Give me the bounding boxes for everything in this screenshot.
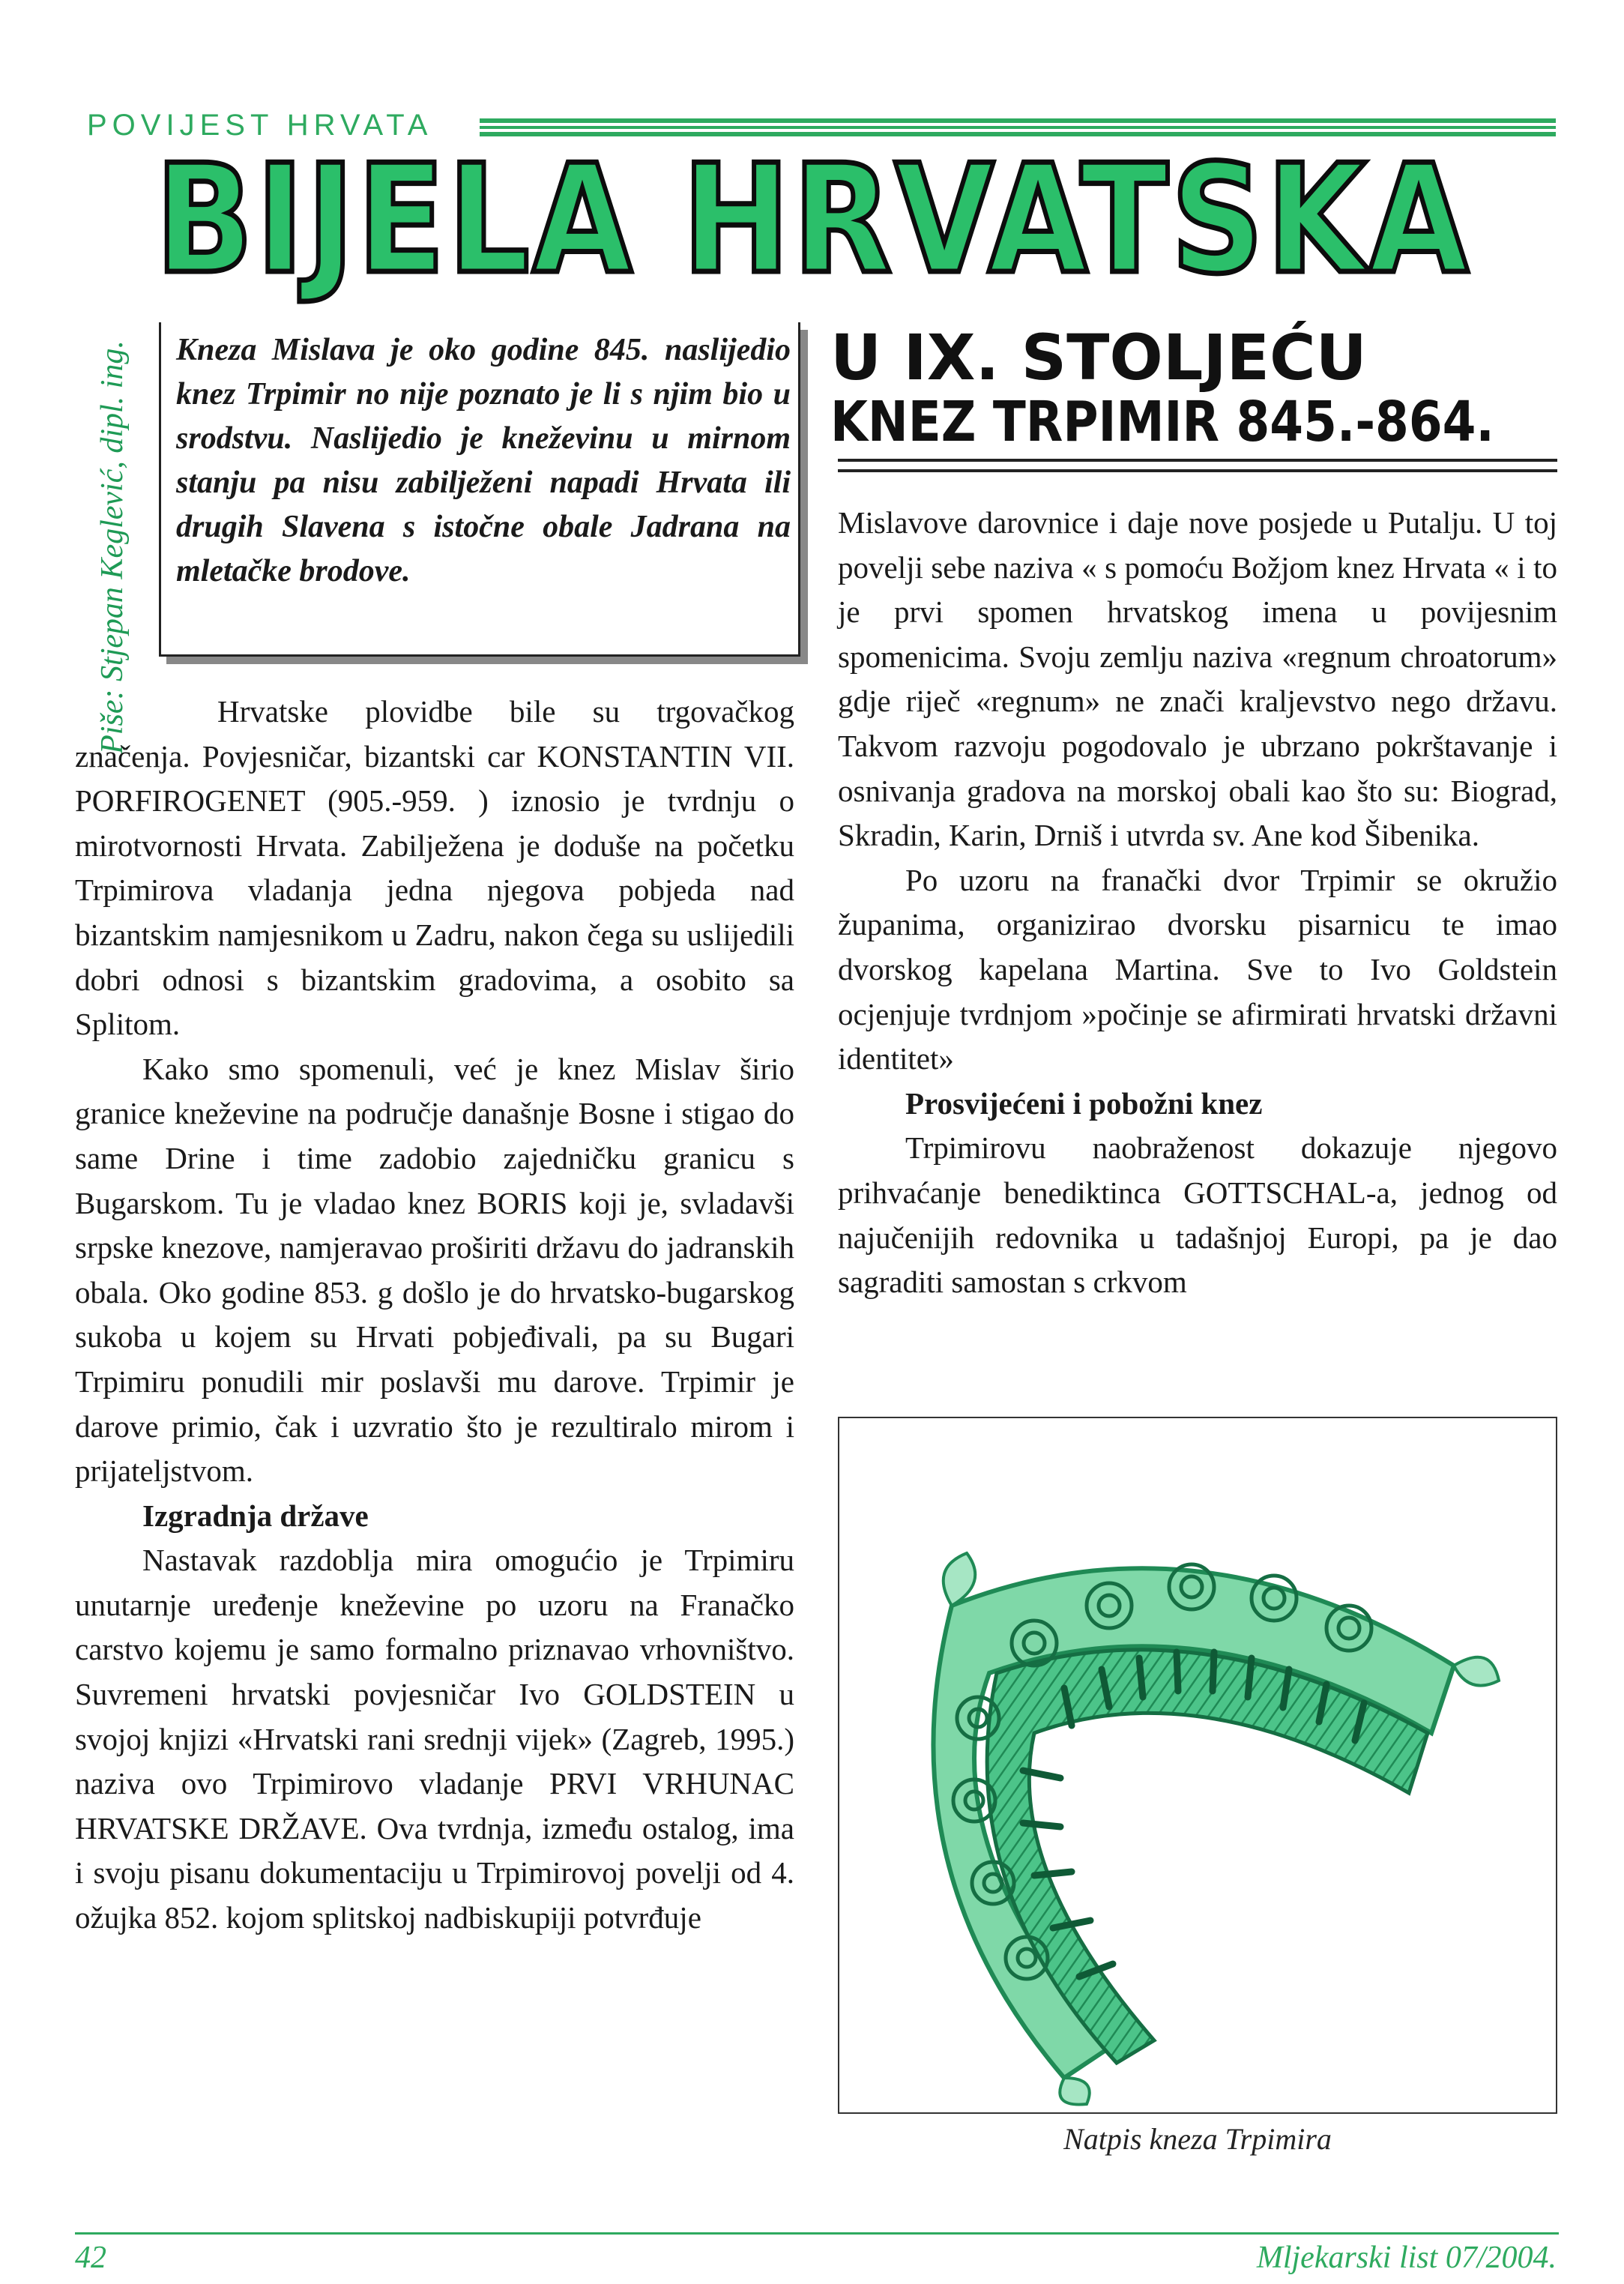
byline-text: Piše: Stjepan Keglević, dipl. ing. (95, 340, 130, 754)
paragraph: Kako smo spomenuli, već je knez Mislav širio granice kneževine na područje današnje Bosne i stigao do same Drine i time zadobio zajedničku granicu s Bugarskom. Tu je vladao knez BORIS koji je, svladavši srpske knezove, namjeravao proširiti državu do jadranskih obala. Oko godine 853. g došlo je do hrvatsko-bugarskog sukoba u kojem su Hrvati pobjeđivali, pa su Bugari Trpimiru ponudili mir poslavši mu darove. Trpimir je darove primio, čak i uzvratio što je rezultiralo mirom i prijateljstvom. (75, 1051, 794, 1489)
lead-box-shadow-bottom (166, 657, 808, 664)
section-heading: Prosvijećeni i pobožni knez (905, 1085, 1263, 1121)
journal-name: Mljekarski list 07/2004. (1256, 2241, 1557, 2275)
paragraph: Nastavak razdoblja mira omogućio je Trpimiru unutarnje uređenje kneževine po uzoru na Franačko carstvo kojemu je samo formalno priznavao vrhovništvo. Suvremeni hrvatski povjesničar Ivo GOLDSTEIN u svojoj knjizi «Hrvatski rani srednji vijek» (Zagreb, 1995.) naziva ovo Trpimirovo vladanje PRVI VRHUNAC HRVATSKE DRŽAVE. Ova tvrdnja, između ostalog, ima i svoju pisanu dokumentaciju u Trpimirovoj povelji od 4. ožujka 852. kojom splitskoj nadbiskupiji potvrđuje (75, 1543, 794, 1935)
figure-caption: Natpis kneza Trpimira (1063, 2122, 1332, 2156)
subtitle-century: U IX. STOLJEĆU (830, 321, 1367, 394)
article-column-left (75, 690, 794, 1941)
masthead-title: BIJELA HRVATSKA (155, 133, 1471, 307)
paragraph: Mislavove darovnice i daje nove posjede u Putalju. U toj povelji sebe naziva « s pomoću Božjom knez Hrvata « i to je prvi spomen hrvatskog imena u povijesnim spomenicima. Svoju zemlju naziva «regnum chroatorum» gdje riječ «regnum» ne znači kraljevstvo nego državu. Takvom razvoju pogodovalo je ubrzano pokrštavanje i osnivanja gradova na morskoj obali kao što su: Biograd, Skradin, Karin, Drniš i utvrda sv. Ane kod Šibenika. (838, 505, 1557, 853)
paragraph: Po uzoru na franački dvor Trpimir se okružio županima, organizirao dvorsku pisarnicu te imao dvorskog kapelana Martina. Sve to Ivo Goldstein ocjenjuje tvrdnjom »počinje se afirmirati hrvatski državni identitet» (838, 862, 1557, 1076)
article-column-right (838, 501, 1557, 1305)
subtitle-ruler: KNEZ TRPIMIR 845.-864. (830, 390, 1494, 454)
subtitle-rule (838, 459, 1557, 472)
section-label: POVIJEST HRVATA (87, 109, 433, 142)
inscription-stone-image (839, 1418, 1556, 2112)
lead-box (159, 322, 800, 657)
paragraph: Trpimirovu naobraženost dokazuje njegovo prihvaćanje benediktinca GOTTSCHAL-a, jednog od najučenijih redovnika u tadašnjoj Europi, pa je dao sagraditi samostan s crkvom (838, 1130, 1557, 1300)
section-heading: Izgradnja države (142, 1498, 369, 1533)
figure-frame (838, 1417, 1557, 2114)
lead-text: Kneza Mislava je oko godine 845. naslijedio knez Trpimir no nije poznato je li s njim bio u srodstvu. Naslijedio je kneževinu u mirnom stanju pa nisu zabilježeni napadi Hrvata ili drugih Slavena s istočne obale Jadrana na mletačke brodove. (176, 333, 791, 588)
lead-box-shadow-right (800, 330, 808, 664)
page-number: 42 (75, 2241, 106, 2275)
footer-rule (75, 2232, 1559, 2235)
paragraph: Hrvatske plovidbe bile su trgovačkog značenja. Povjesničar, bizantski car KONSTANTIN VII. PORFIROGENET (905.-959. ) iznosio je tvrdnju o mirotvornosti Hrvata. Zabilježena je doduše na početku Trpimirova vladanja jedna njegova pobjeda nad bizantskim namjesnikom u Zadru, nakon čega su uslijedili dobri odnosi s bizantskim gradovima, a osobito sa Splitom. (75, 694, 794, 1042)
